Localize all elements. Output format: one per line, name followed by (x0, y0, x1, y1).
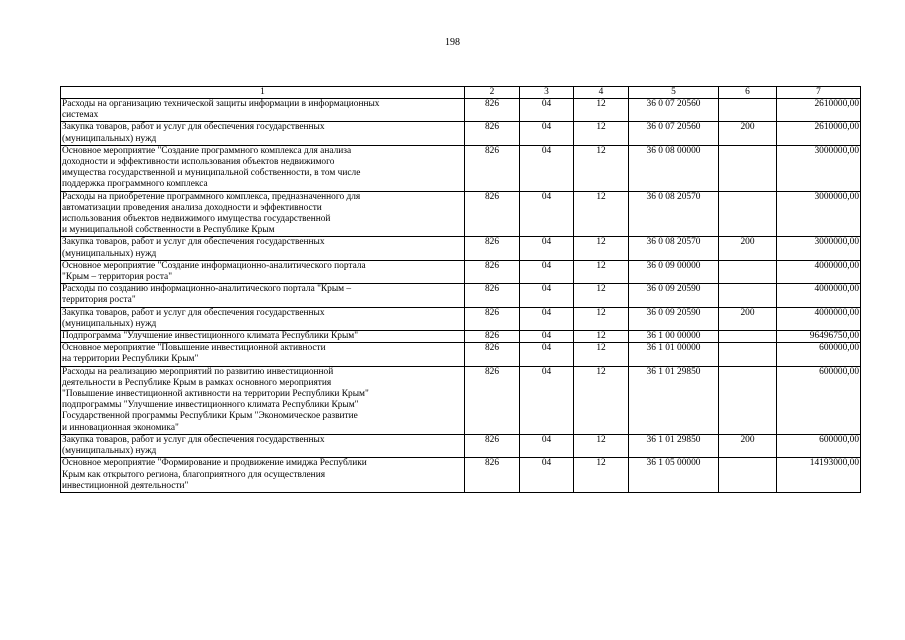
section-code-cell: 04 (520, 343, 574, 366)
subsection-code-cell: 12 (574, 331, 629, 343)
description-cell: Закупка товаров, работ и услуг для обеспечения государственных (муниципальных) нужд (61, 307, 465, 330)
table-row (61, 191, 861, 237)
gr-code-cell: 826 (465, 331, 520, 343)
budget-table (60, 86, 861, 493)
description-cell: Подпрограмма "Улучшение инвестиционного климата Республики Крым" (61, 331, 465, 343)
gr-code-cell: 826 (465, 458, 520, 493)
header-cell-col1: 1 (61, 87, 465, 99)
table-row (61, 458, 861, 493)
target-article-cell: 36 0 08 00000 (629, 145, 719, 191)
gr-code-cell: 826 (465, 434, 520, 457)
amount-cell: 3000000,00 (777, 191, 861, 237)
table-row (61, 343, 861, 366)
subsection-code-cell: 12 (574, 191, 629, 237)
amount-cell: 96496750,00 (777, 331, 861, 343)
section-code-cell: 04 (520, 458, 574, 493)
table-row (61, 331, 861, 343)
target-article-cell: 36 0 09 00000 (629, 260, 719, 283)
section-code-cell: 04 (520, 122, 574, 145)
header-cell-col4: 4 (574, 87, 629, 99)
table-row (61, 284, 861, 307)
gr-code-cell: 826 (465, 260, 520, 283)
description-cell: Расходы на организацию технической защиты информации в информационных системах (61, 99, 465, 122)
description-cell: Расходы по созданию информационно-аналитического портала "Крым – территория роста" (61, 284, 465, 307)
section-code-cell: 04 (520, 260, 574, 283)
section-code-cell: 04 (520, 237, 574, 260)
section-code-cell: 04 (520, 191, 574, 237)
section-code-cell: 04 (520, 366, 574, 434)
gr-code-cell: 826 (465, 122, 520, 145)
description-cell: Расходы на приобретение программного комплекса, предназначенного для автоматизации проведения анализа доходности и эффективности использования объектов недвижимого имущества государственной и муниципальной собственности в Республике Крым (61, 191, 465, 237)
amount-cell: 600000,00 (777, 366, 861, 434)
description-cell: Основное мероприятие "Повышение инвестиционной активности на территории Республики Крым" (61, 343, 465, 366)
section-code-cell: 04 (520, 99, 574, 122)
table-row (61, 237, 861, 260)
expense-type-cell (719, 191, 777, 237)
section-code-cell: 04 (520, 434, 574, 457)
table-row (61, 99, 861, 122)
gr-code-cell: 826 (465, 307, 520, 330)
gr-code-cell: 826 (465, 191, 520, 237)
subsection-code-cell: 12 (574, 434, 629, 457)
gr-code-cell: 826 (465, 99, 520, 122)
subsection-code-cell: 12 (574, 366, 629, 434)
description-cell: Основное мероприятие "Формирование и продвижение имиджа Республики Крым как открытого региона, благоприятного для осуществления инвестиционной деятельности" (61, 458, 465, 493)
description-cell: Закупка товаров, работ и услуг для обеспечения государственных (муниципальных) нужд (61, 434, 465, 457)
header-cell-col5: 5 (629, 87, 719, 99)
expense-type-cell: 200 (719, 307, 777, 330)
expense-type-cell: 200 (719, 122, 777, 145)
expense-type-cell: 200 (719, 434, 777, 457)
amount-cell: 3000000,00 (777, 145, 861, 191)
expense-type-cell (719, 331, 777, 343)
subsection-code-cell: 12 (574, 458, 629, 493)
section-code-cell: 04 (520, 307, 574, 330)
amount-cell: 2610000,00 (777, 99, 861, 122)
section-code-cell: 04 (520, 284, 574, 307)
expense-type-cell: 200 (719, 237, 777, 260)
amount-cell: 4000000,00 (777, 284, 861, 307)
expense-type-cell (719, 458, 777, 493)
table-row (61, 307, 861, 330)
page-number: 198 (445, 37, 460, 48)
description-cell: Основное мероприятие "Создание программного комплекса для анализа доходности и эффективности использования объектов недвижимого имущества государственной и муниципальной собственности, в том числе поддержка программного комплекса (61, 145, 465, 191)
amount-cell: 14193000,00 (777, 458, 861, 493)
target-article-cell: 36 0 07 20560 (629, 99, 719, 122)
gr-code-cell: 826 (465, 237, 520, 260)
amount-cell: 4000000,00 (777, 307, 861, 330)
section-code-cell: 04 (520, 145, 574, 191)
gr-code-cell: 826 (465, 284, 520, 307)
subsection-code-cell: 12 (574, 260, 629, 283)
target-article-cell: 36 1 01 29850 (629, 434, 719, 457)
subsection-code-cell: 12 (574, 122, 629, 145)
table-row (61, 260, 861, 283)
subsection-code-cell: 12 (574, 237, 629, 260)
header-row (61, 87, 861, 99)
subsection-code-cell: 12 (574, 145, 629, 191)
description-cell: Закупка товаров, работ и услуг для обеспечения государственных (муниципальных) нужд (61, 122, 465, 145)
target-article-cell: 36 0 09 20590 (629, 284, 719, 307)
gr-code-cell: 826 (465, 343, 520, 366)
target-article-cell: 36 0 07 20560 (629, 122, 719, 145)
header-cell-col6: 6 (719, 87, 777, 99)
expense-type-cell (719, 284, 777, 307)
table-row (61, 434, 861, 457)
description-cell: Расходы на реализацию мероприятий по развитию инвестиционной деятельности в Республике Крым в рамках основного мероприятия "Повышение инвестиционной активности на территории Республики Крым" подпрограммы "Улучшение инвестиционного климата Республики Крым" Государственной программы Республики Крым "Экономическое развитие и инновационная экономика" (61, 366, 465, 434)
expense-type-cell (719, 99, 777, 122)
expense-type-cell (719, 260, 777, 283)
subsection-code-cell: 12 (574, 284, 629, 307)
amount-cell: 4000000,00 (777, 260, 861, 283)
amount-cell: 600000,00 (777, 343, 861, 366)
target-article-cell: 36 1 00 00000 (629, 331, 719, 343)
subsection-code-cell: 12 (574, 99, 629, 122)
amount-cell: 600000,00 (777, 434, 861, 457)
target-article-cell: 36 1 01 29850 (629, 366, 719, 434)
amount-cell: 2610000,00 (777, 122, 861, 145)
target-article-cell: 36 0 08 20570 (629, 191, 719, 237)
section-code-cell: 04 (520, 331, 574, 343)
description-cell: Основное мероприятие "Создание информационно-аналитического портала "Крым – территория роста" (61, 260, 465, 283)
gr-code-cell: 826 (465, 366, 520, 434)
amount-cell: 3000000,00 (777, 237, 861, 260)
gr-code-cell: 826 (465, 145, 520, 191)
table-row (61, 122, 861, 145)
expense-type-cell (719, 366, 777, 434)
subsection-code-cell: 12 (574, 343, 629, 366)
description-cell: Закупка товаров, работ и услуг для обеспечения государственных (муниципальных) нужд (61, 237, 465, 260)
expense-type-cell (719, 343, 777, 366)
subsection-code-cell: 12 (574, 307, 629, 330)
header-cell-col7: 7 (777, 87, 861, 99)
expense-type-cell (719, 145, 777, 191)
target-article-cell: 36 0 08 20570 (629, 237, 719, 260)
table-row (61, 366, 861, 434)
table-row (61, 145, 861, 191)
header-cell-col3: 3 (520, 87, 574, 99)
header-cell-col2: 2 (465, 87, 520, 99)
target-article-cell: 36 0 09 20590 (629, 307, 719, 330)
target-article-cell: 36 1 05 00000 (629, 458, 719, 493)
target-article-cell: 36 1 01 00000 (629, 343, 719, 366)
